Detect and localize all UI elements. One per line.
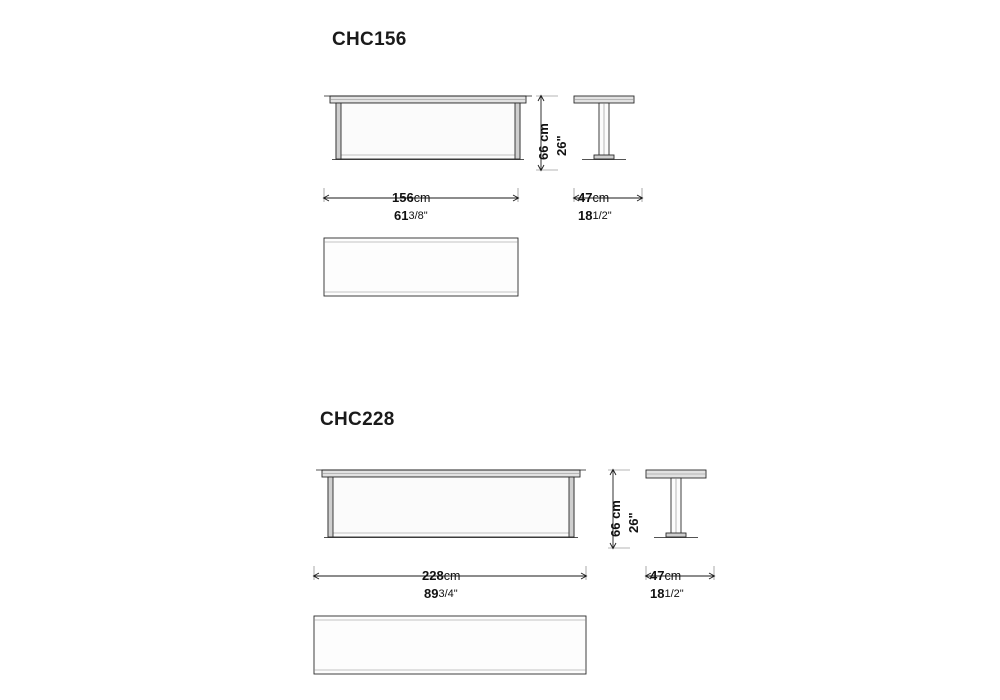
chc228-height-metric-label: 66 cm: [608, 500, 623, 537]
chc156-front-elevation: [318, 92, 538, 182]
chc156-side-elevation: [568, 92, 648, 182]
chc156-depth-metric-value: 47: [578, 190, 593, 205]
chc156-width-metric-value: 156: [392, 190, 414, 205]
chc156-depth-imperial-whole: 18: [578, 208, 593, 223]
model-title-chc228: CHC228: [320, 409, 395, 430]
chc228-width-imperial-whole: 89: [424, 586, 439, 601]
chc156-width-metric-label: [392, 190, 430, 205]
chc228-height-imperial-label: 26": [626, 512, 641, 533]
chc228-front-elevation: [308, 466, 598, 560]
chc156-depth-metric-label: [578, 190, 609, 205]
chc228-depth-metric-label: [650, 568, 681, 583]
chc228-width-imperial-unit: ": [453, 588, 458, 600]
chc228-depth-imperial-label: [650, 586, 684, 601]
chc228-depth-metric-value: 47: [650, 568, 665, 583]
chc228-width-imperial-frac: 3/4: [438, 588, 454, 600]
chc156-plan-view: [318, 234, 528, 300]
chc228-plan-view: [308, 612, 598, 678]
chc156-depth-imperial-label: [578, 208, 612, 223]
chc228-depth-imperial-whole: 18: [650, 586, 665, 601]
chc156-width-metric-unit: cm: [413, 191, 431, 205]
chc228-depth-imperial-unit: ": [679, 588, 684, 600]
model-title-chc156: CHC156: [332, 29, 407, 50]
chc228-depth-imperial-frac: 1/2: [664, 588, 680, 600]
chc156-depth-imperial-frac: 1/2: [592, 210, 608, 222]
chc156-depth-metric-unit: cm: [592, 191, 610, 205]
chc156-width-imperial-frac: 3/8: [408, 210, 424, 222]
chc228-width-metric-label: [422, 568, 460, 583]
chc156-depth-imperial-unit: ": [607, 210, 612, 222]
chc228-width-imperial-label: [424, 586, 458, 601]
chc228-width-metric-value: 228: [422, 568, 444, 583]
chc228-depth-metric-unit: cm: [664, 569, 682, 583]
chc156-width-imperial-whole: 61: [394, 208, 409, 223]
chc156-width-imperial-unit: ": [423, 210, 428, 222]
chc156-height-metric-label: 66 cm: [536, 123, 551, 160]
chc156-height-imperial-label: 26": [554, 135, 569, 156]
chc156-width-imperial-label: [394, 208, 428, 223]
chc228-side-elevation: [640, 466, 720, 560]
chc228-width-metric-unit: cm: [443, 569, 461, 583]
